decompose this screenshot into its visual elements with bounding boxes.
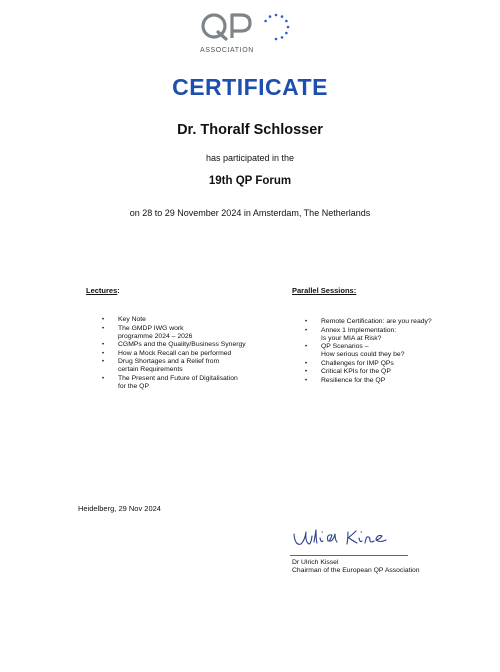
list-item [305,343,475,359]
list-item-line: • Resilience for the QP [321,376,386,384]
logo-graphic [200,12,310,54]
logo-subtitle: ASSOCIATION [200,47,254,54]
lectures-heading [86,286,120,295]
signer-block [292,559,420,575]
list-item [102,358,272,374]
lectures-list [102,316,272,392]
list-item-line: • CGMPs and the Quality/Business Synergy [118,341,246,349]
list-item-line: • The Present and Future of Digitalisation [118,374,238,382]
logo-star [285,20,288,23]
logo-star [281,15,284,18]
signer-title: Chairman of the European QP Association [292,567,420,574]
list-item [305,360,475,368]
signature-line [290,555,408,556]
list-item [305,368,475,376]
list-item [102,325,272,341]
list-item-line: • Challenges for IMP QPs [321,359,394,367]
list-item-line: • Annex 1 Implementation: [321,326,397,334]
logo-star [285,32,288,35]
handwritten-signature [290,526,410,552]
list-item [305,377,475,385]
list-item-line: for the QP [118,382,149,390]
list-item-line: • The GMDP IWG work [118,324,184,332]
signature-image [290,526,410,552]
recipient-name: Dr. Thoralf Schlosser [177,122,323,138]
list-item [102,316,272,324]
logo-star [275,14,278,17]
list-item-line: certain Requirements [118,366,183,374]
lectures-heading-text: Lectures [86,286,118,295]
logo-star [275,38,278,41]
list-item-line: How serious could they be? [321,351,405,359]
place-and-date: Heidelberg, 29 Nov 2024 [78,504,161,513]
list-item-line: • Remote Certification: are you ready? [321,318,432,325]
list-item [305,327,475,343]
list-item-line: • How a Mock Recall can be performed [118,349,232,357]
list-item-line: • Critical KPIs for the QP [321,368,391,376]
logo-star [281,36,284,39]
parallel-sessions-list [305,318,475,386]
event-details: on 28 to 29 November 2024 in Amsterdam, The Netherlands [129,208,371,218]
parallel-heading-text: Parallel Sessions: [292,286,357,295]
list-item-line: Is your MIA at Risk? [321,334,382,342]
list-item [102,375,272,391]
list-item [305,318,475,326]
logo-star [264,20,267,23]
qp-association-logo [200,12,310,54]
event-name: 19th QP Forum [208,175,292,187]
list-item-line: programme 2024 – 2026 [118,332,193,340]
parallel-sessions-heading [292,286,356,295]
list-item [102,350,272,358]
participated-text: has participated in the [205,153,295,163]
list-item-line: • Drug Shortages and a Relief from [118,358,220,366]
lectures-heading-colon: : [117,286,120,295]
list-item-line: • Key Note [118,316,146,323]
certificate-title: CERTIFICATE [172,74,328,100]
logo-star [287,26,290,29]
signer-name: Dr Ulrich Kissel [292,559,339,566]
logo-star [269,15,272,18]
list-item-line: • QP Scenarios – [321,343,369,351]
list-item [102,341,272,349]
